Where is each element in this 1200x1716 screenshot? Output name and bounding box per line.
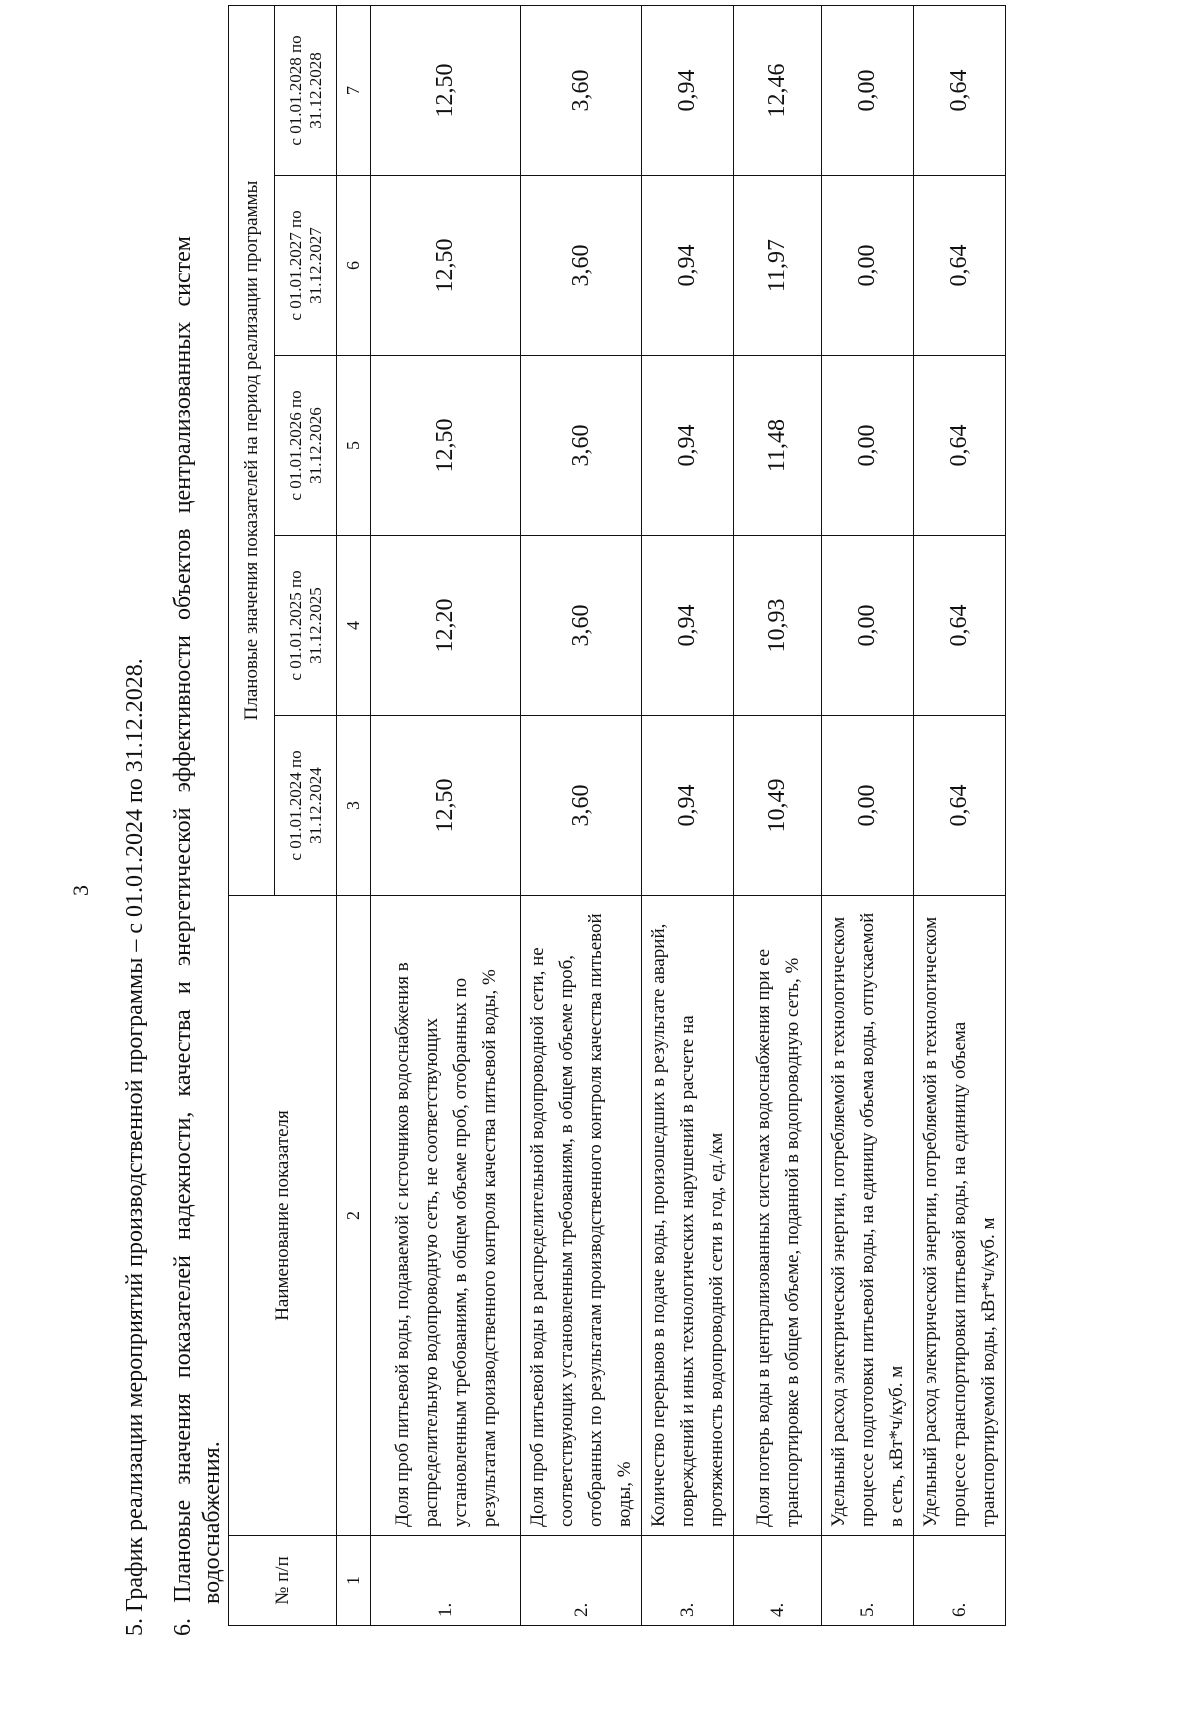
row-number: 2. bbox=[521, 1536, 642, 1626]
section-6-text: 6. Плановые значения показателей надежности, качества и энергетической эффективности объектов централизованных систем bbox=[170, 236, 196, 1636]
indicator-name: Количество перерывов в подаче воды, произошедших в результате аварий, повреждений и иных технологических нарушений в расчете на протяженность водопроводной сети в год, ед./км bbox=[642, 896, 734, 1536]
value-2028: 0,94 bbox=[642, 5, 734, 175]
period-2025: с 01.01.2025 по 31.12.2025 bbox=[275, 536, 337, 716]
value-2028: 3,60 bbox=[521, 5, 642, 175]
row-number: 1. bbox=[371, 1536, 521, 1626]
value-2027: 11,97 bbox=[734, 176, 822, 356]
page-number: 3 bbox=[68, 885, 93, 896]
value-2028: 0,64 bbox=[914, 5, 1006, 175]
indicators-table bbox=[228, 5, 1006, 1626]
value-2025: 0,94 bbox=[642, 536, 734, 716]
value-2026: 0,64 bbox=[914, 356, 1006, 536]
value-2025: 12,20 bbox=[371, 536, 521, 716]
table-row bbox=[914, 5, 1006, 1625]
column-number: 1 bbox=[337, 1536, 371, 1626]
indicator-name: Доля проб питьевой воды в распределительной водопроводной сети, не соответствующих установленным требованиям, в общем объеме проб, отобранных по результатам производственного контроля качества питьевой воды, % bbox=[521, 896, 642, 1536]
value-2024: 12,50 bbox=[371, 716, 521, 896]
value-2025: 0,00 bbox=[822, 536, 914, 716]
value-2024: 0,94 bbox=[642, 716, 734, 896]
section-6-text-continued: водоснабжения. bbox=[199, 1441, 225, 1604]
value-2024: 0,00 bbox=[822, 716, 914, 896]
row-number: 4. bbox=[734, 1536, 822, 1626]
value-2027: 0,64 bbox=[914, 176, 1006, 356]
period-2024: с 01.01.2024 по 31.12.2024 bbox=[275, 716, 337, 896]
table-row bbox=[734, 5, 822, 1625]
table-row bbox=[822, 5, 914, 1625]
table-row bbox=[642, 5, 734, 1625]
column-number: 4 bbox=[337, 536, 371, 716]
col-number-header: № п/п bbox=[229, 1536, 337, 1626]
column-number: 5 bbox=[337, 356, 371, 536]
value-2024: 0,64 bbox=[914, 716, 1006, 896]
column-number: 6 bbox=[337, 176, 371, 356]
indicator-name: Доля потерь воды в централизованных системах водоснабжения при ее транспортировке в общем объеме, поданной в водопроводную сеть, % bbox=[734, 896, 822, 1536]
value-2025: 10,93 bbox=[734, 536, 822, 716]
value-2027: 12,50 bbox=[371, 176, 521, 356]
row-number: 3. bbox=[642, 1536, 734, 1626]
column-number: 3 bbox=[337, 716, 371, 896]
period-2028: с 01.01.2028 по 31.12.2028 bbox=[275, 5, 337, 175]
value-2024: 3,60 bbox=[521, 716, 642, 896]
value-2028: 12,50 bbox=[371, 5, 521, 175]
column-number: 7 bbox=[337, 5, 371, 175]
value-2028: 12,46 bbox=[734, 5, 822, 175]
row-number: 5. bbox=[822, 1536, 914, 1626]
value-2026: 11,48 bbox=[734, 356, 822, 536]
value-2026: 0,94 bbox=[642, 356, 734, 536]
period-2026: с 01.01.2026 по 31.12.2026 bbox=[275, 356, 337, 536]
column-numbers-row bbox=[337, 5, 371, 1625]
value-2025: 0,64 bbox=[914, 536, 1006, 716]
period-2027: с 01.01.2027 по 31.12.2027 bbox=[275, 176, 337, 356]
column-number: 2 bbox=[337, 896, 371, 1536]
value-2027: 0,00 bbox=[822, 176, 914, 356]
value-2026: 12,50 bbox=[371, 356, 521, 536]
value-2026: 3,60 bbox=[521, 356, 642, 536]
value-2027: 3,60 bbox=[521, 176, 642, 356]
value-2027: 0,94 bbox=[642, 176, 734, 356]
value-2026: 0,00 bbox=[822, 356, 914, 536]
section-5-text: 5. График реализации мероприятий производственной программы – с 01.01.2024 по 31.12.2028. bbox=[122, 658, 148, 1636]
col-name-header: Наименование показателя bbox=[229, 896, 337, 1536]
table-row bbox=[521, 5, 642, 1625]
value-2025: 3,60 bbox=[521, 536, 642, 716]
indicator-name: Доля проб питьевой воды, подаваемой с источников водоснабжения в распределительную водопроводную сеть, не соответствующих установленным требованиям, в общем объеме проб, отобранных по результатам производственного контроля качества питьевой воды, % bbox=[371, 896, 521, 1536]
table-row bbox=[371, 5, 521, 1625]
row-number: 6. bbox=[914, 1536, 1006, 1626]
value-2028: 0,00 bbox=[822, 5, 914, 175]
indicator-name: Удельный расход электрической энергии, потребляемой в технологическом процессе транспортировки питьевой воды, на единицу объема транспортируемой воды, кВт*ч/куб. м bbox=[914, 896, 1006, 1536]
plan-values-header: Плановые значения показателей на период реализации программы bbox=[229, 5, 275, 895]
value-2024: 10,49 bbox=[734, 716, 822, 896]
indicator-name: Удельный расход электрической энергии, потребляемой в технологическом процессе подготовки питьевой воды, на единицу объема воды, отпускаемой в сеть, кВт*ч/куб. м bbox=[822, 896, 914, 1536]
